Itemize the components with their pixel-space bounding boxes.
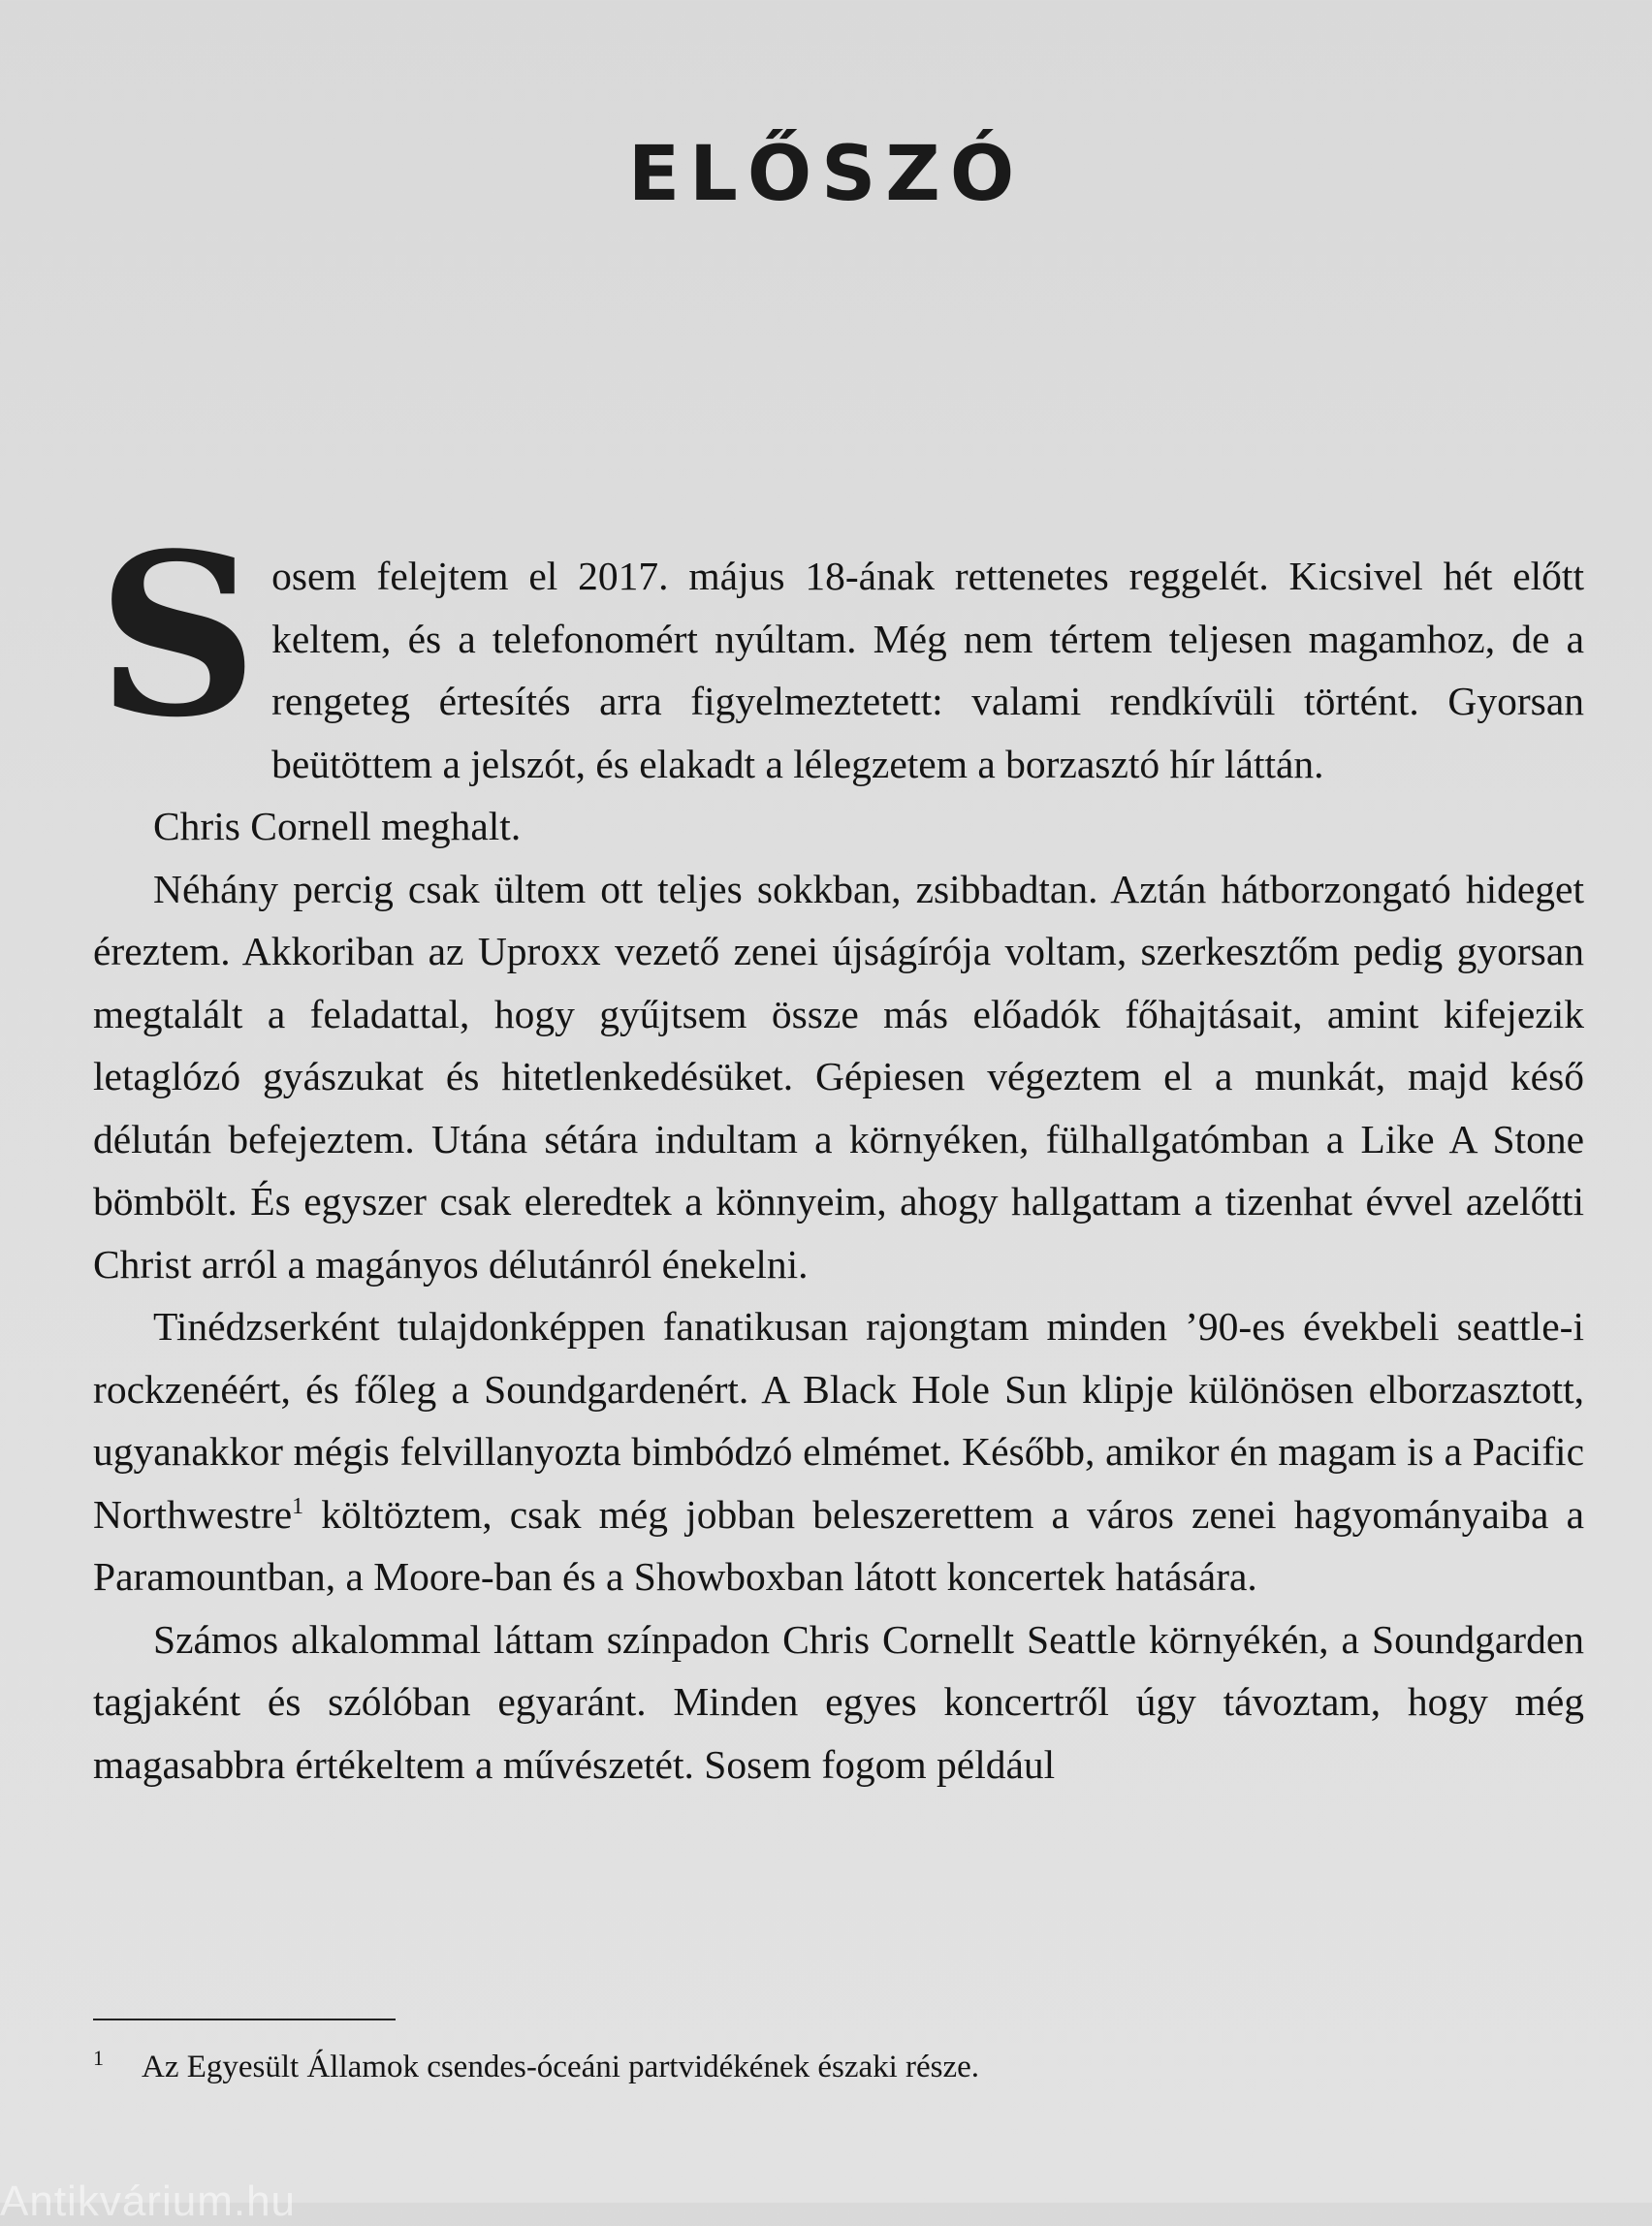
paragraph-5: Számos alkalommal láttam színpadon Chris Cornellt Seattle környékén, a Soundgarden tagjaként és szólóban egyaránt. Minden egyes koncertről úgy távoztam, hogy még magasabbra értékeltem a művészetét. Sosem fogom például xyxy=(93,1616,1584,1787)
paragraph-4-text-b: költöztem, csak még jobban beleszerettem a város zenei hagyományaiba a Paramountban, a Moore-ban és a Showboxban látott koncertek hatására. xyxy=(93,1491,1584,1599)
footnote-text: Az Egyesült Államok csendes-óceáni partvidékének északi része. xyxy=(142,2050,980,2084)
body-text xyxy=(93,505,1584,1796)
footnote-divider xyxy=(93,2019,396,2020)
footnote-reference[interactable]: 1 xyxy=(292,1493,304,1519)
watermark: Antikvárium.hu xyxy=(0,2178,297,2225)
drop-cap: S xyxy=(97,505,259,767)
paragraph-3: Néhány percig csak ültem ott teljes sokkban, zsibbadtan. Aztán hátborzongató hideget éreztem. Akkoriban az Uproxx vezető zenei újságírója voltam, szerkesztőm pedig gyorsan megtalált a feladattal, hogy gyűjtsem össze más előadók főhajtásait, amint kifejezik letaglózó gyászukat és hitetlenkedésüket. Gépiesen végeztem el a munkát, majd késő délután befejeztem. Utána sétára indultam a környéken, fülhallgatómban a Like A Stone bömbölt. És egyszer csak eleredtek a könnyeim, ahogy hallgattam a tizenhat évvel azelőtti Christ arról a magányos délutánról énekelni. xyxy=(93,866,1584,1287)
paragraph-1 xyxy=(93,505,1584,795)
footnote: 1 Az Egyesült Államok csendes-óceáni partvidékének északi része. xyxy=(93,2046,980,2084)
paragraph-1-text: osem felejtem el 2017. május 18-ának rettenetes reggelét. Kicsivel hét előtt keltem, és a telefonomért nyúltam. Még nem tértem teljesen magamhoz, de a rengeteg értesítés arra figyelmeztetett: valami rendkívüli történt. Gyorsan beütöttem a jelszót, és elakadt a lélegzetem a borzasztó hír láttán. xyxy=(271,554,1584,786)
paragraph-2: Chris Cornell meghalt. xyxy=(153,804,522,848)
paragraph-4 xyxy=(93,1295,1584,1608)
chapter-title: ELŐSZÓ xyxy=(627,131,1025,218)
paragraph-4-text-a: Tinédzserként tulajdonképpen fanatikusan rajongtam minden ’90-es évekbeli seattle-i rockzenéért, és főleg a Soundgardenért. A Black Hole Sun klipje különösen elborzasztott, ugyanakkor mégis felvillanyozta bimbódzó elmémet. Később, amikor én magam is a Pacific Northwestre xyxy=(93,1304,1584,1537)
